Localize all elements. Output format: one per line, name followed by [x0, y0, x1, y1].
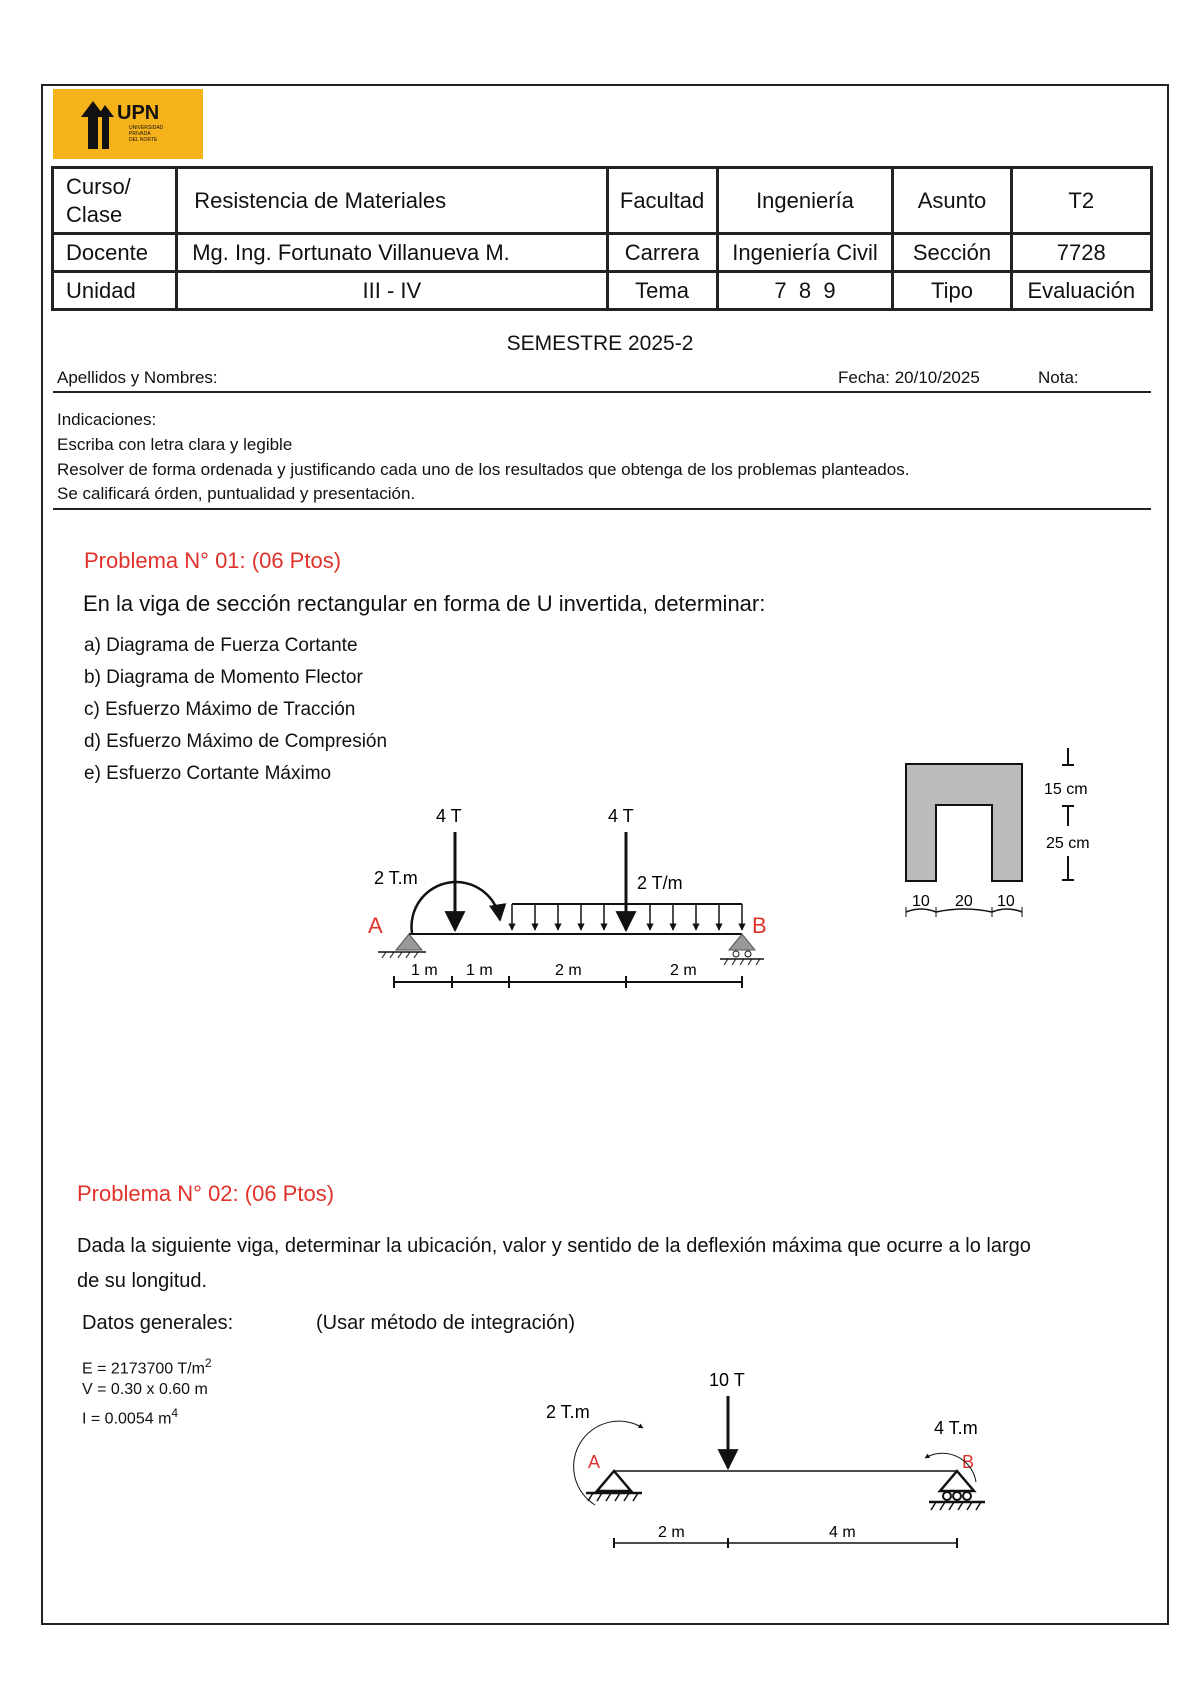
p1-label-a: A: [368, 913, 383, 938]
tema-label: Tema: [607, 272, 717, 310]
p2-span-2: 4 m: [829, 1524, 856, 1541]
p1-label-b: B: [752, 913, 767, 938]
section-w2: 20: [955, 893, 973, 910]
facultad-value: Ingeniería: [717, 168, 893, 234]
p2-E-exp: 2: [204, 1356, 212, 1370]
nombres-label: Apellidos y Nombres:: [57, 368, 218, 387]
u-section-shape: [906, 764, 1022, 881]
p1-moment-label: 2 T.m: [374, 868, 418, 888]
seccion-value: 7728: [1011, 234, 1151, 272]
p1-statement: En la viga de sección rectangular en forma de U invertida, determinar:: [83, 591, 766, 616]
p2-moment-b-label: 4 T.m: [934, 1418, 978, 1438]
p1-item-a: a) Diagrama de Fuerza Cortante: [84, 635, 358, 656]
logo-text: UPN: [117, 102, 160, 124]
p1-support-a: [378, 934, 426, 958]
p2-statement-1: Dada la siguiente viga, determinar la ubicación, valor y sentido de la deflexión máxima que ocurre a lo largo: [77, 1235, 1031, 1257]
p1-span-4: 2 m: [670, 962, 697, 979]
section-w1: 10: [912, 893, 930, 910]
asunto-value: T2: [1011, 168, 1151, 234]
p2-moment-a-label: 2 T.m: [546, 1402, 590, 1422]
p1-item-b: b) Diagrama de Momento Flector: [84, 667, 363, 688]
unidad-label: Unidad: [53, 272, 177, 310]
carrera-label: Carrera: [607, 234, 717, 272]
p2-load-label: 10 T: [709, 1370, 745, 1390]
seccion-label: Sección: [893, 234, 1011, 272]
p1-span-3: 2 m: [555, 962, 582, 979]
docente-value: Mg. Ing. Fortunato Villanueva M.: [177, 234, 607, 272]
p2-label-a: A: [588, 1452, 601, 1472]
p1-item-e: e) Esfuerzo Cortante Máximo: [84, 763, 332, 784]
p1-load-2-label: 4 T: [608, 806, 634, 826]
p2-method: (Usar método de integración): [316, 1312, 576, 1334]
p1-item-c: c) Esfuerzo Máximo de Tracción: [84, 699, 356, 720]
indicacion-2: Resolver de forma ordenada y justificando cada uno de los resultados que obtenga de los problemas planteados.: [57, 460, 910, 479]
p2-statement-2: de su longitud.: [77, 1270, 208, 1292]
p2-E: [82, 1356, 212, 1378]
logo-sub-2: PRIVADA: [129, 131, 151, 137]
p1-title: Problema N° 01: (06 Ptos): [84, 548, 342, 573]
p2-I-exp: 4: [171, 1406, 179, 1420]
indicaciones-title: Indicaciones:: [57, 410, 157, 429]
section-w3: 10: [997, 893, 1015, 910]
p1-beam-diagram: [368, 806, 767, 988]
p2-I: [82, 1406, 178, 1428]
nota-label: Nota:: [1038, 368, 1079, 387]
p2-support-a: [586, 1471, 642, 1501]
p2-V: V = 0.30 x 0.60 m: [82, 1381, 208, 1398]
indicacion-1: Escriba con letra clara y legible: [57, 435, 293, 454]
tipo-value: Evaluación: [1011, 272, 1151, 310]
facultad-label: Facultad: [607, 168, 717, 234]
p1-load-1-label: 4 T: [436, 806, 462, 826]
p2-support-b: [929, 1471, 985, 1510]
fecha: Fecha: 20/10/2025: [838, 368, 980, 387]
docente-label: Docente: [53, 234, 177, 272]
logo-sub-1: UNIVERSIDAD: [129, 125, 164, 131]
logo-sub-3: DEL NORTE: [129, 137, 158, 143]
semestre: SEMESTRE 2025-2: [506, 332, 694, 355]
section-h2: 25 cm: [1046, 835, 1090, 852]
p1-cross-section: [906, 748, 1090, 917]
tipo-label: Tipo: [893, 272, 1011, 310]
p2-span-1: 2 m: [658, 1524, 685, 1541]
asunto-label: Asunto: [893, 168, 1011, 234]
p2-E-text: E = 2173700 T/m: [82, 1360, 205, 1378]
p1-span-1: 1 m: [411, 962, 438, 979]
p1-item-d: d) Esfuerzo Máximo de Compresión: [84, 731, 388, 752]
tema-value: 7 8 9: [717, 272, 893, 310]
carrera-value: Ingeniería Civil: [717, 234, 893, 272]
p2-datos-label: Datos generales:: [82, 1312, 234, 1334]
p1-span-2: 1 m: [466, 962, 493, 979]
p2-beam-diagram: [546, 1370, 985, 1548]
p2-title: Problema N° 02: (06 Ptos): [77, 1181, 335, 1206]
p2-label-b: B: [962, 1452, 975, 1472]
p1-dist-label: 2 T/m: [637, 873, 683, 893]
indicacion-3: Se calificará órden, puntualidad y presentación.: [57, 484, 416, 503]
curso-label: Curso/ Clase: [53, 168, 177, 234]
unidad-value: III - IV: [177, 272, 607, 310]
section-h1: 15 cm: [1044, 781, 1088, 798]
p1-support-b: [720, 934, 764, 965]
p2-I-text: I = 0.0054 m: [82, 1410, 172, 1428]
curso-value: Resistencia de Materiales: [177, 168, 607, 234]
